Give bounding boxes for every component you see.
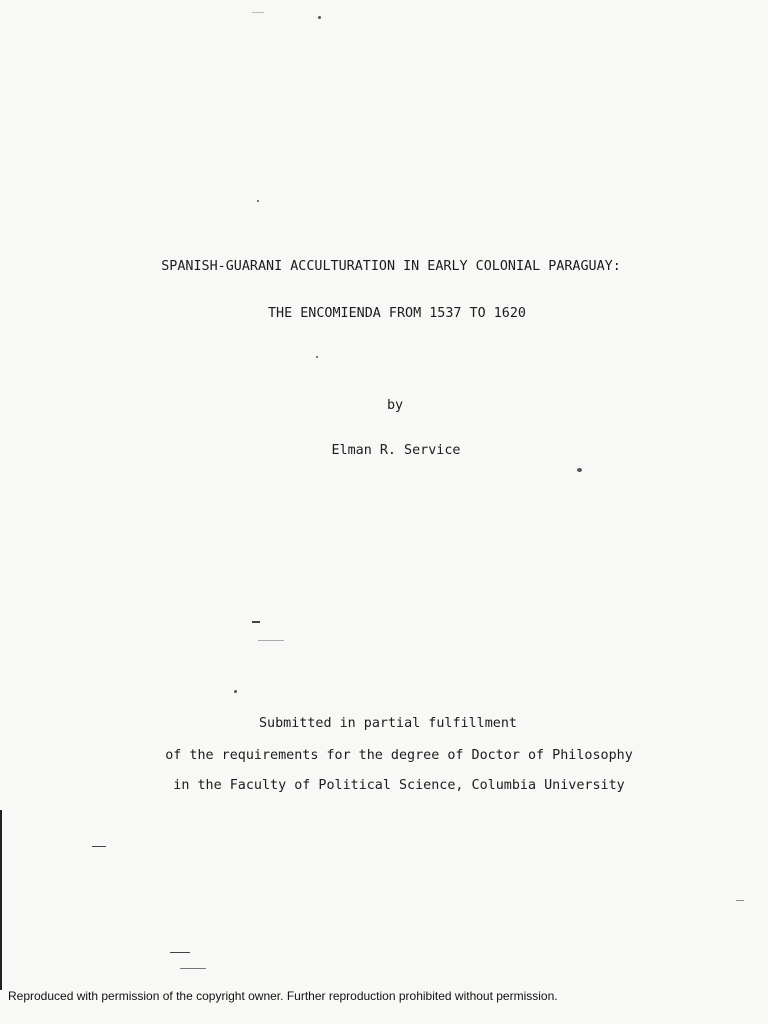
by-label: by bbox=[386, 398, 404, 413]
scan-speck bbox=[257, 200, 259, 202]
scan-mark bbox=[258, 640, 284, 641]
submission-statement-line-3: in the Faculty of Political Science, Columbia University bbox=[173, 778, 625, 793]
scan-speck bbox=[318, 16, 321, 19]
scan-speck bbox=[316, 356, 318, 358]
page-edge-shadow bbox=[0, 810, 2, 990]
submission-statement-line-1: Submitted in partial fulfillment bbox=[259, 716, 517, 731]
scan-mark bbox=[736, 900, 744, 901]
thesis-title-line-2: THE ENCOMIENDA FROM 1537 TO 1620 bbox=[268, 306, 526, 321]
scan-mark bbox=[180, 968, 206, 969]
copyright-notice: Reproduced with permission of the copyright owner. Further reproduction prohibited without permission. bbox=[8, 989, 558, 1003]
scan-speck bbox=[234, 690, 237, 693]
scan-mark bbox=[170, 952, 190, 953]
author-name: Elman R. Service bbox=[331, 443, 461, 458]
scan-speck bbox=[577, 468, 582, 472]
scan-mark bbox=[252, 12, 264, 13]
scan-mark bbox=[252, 621, 260, 623]
scan-mark bbox=[92, 846, 106, 847]
submission-statement-line-2: of the requirements for the degree of Doctor of Philosophy bbox=[165, 748, 633, 763]
thesis-title-line-1: SPANISH-GUARANI ACCULTURATION IN EARLY COLONIAL PARAGUAY: bbox=[161, 259, 621, 274]
